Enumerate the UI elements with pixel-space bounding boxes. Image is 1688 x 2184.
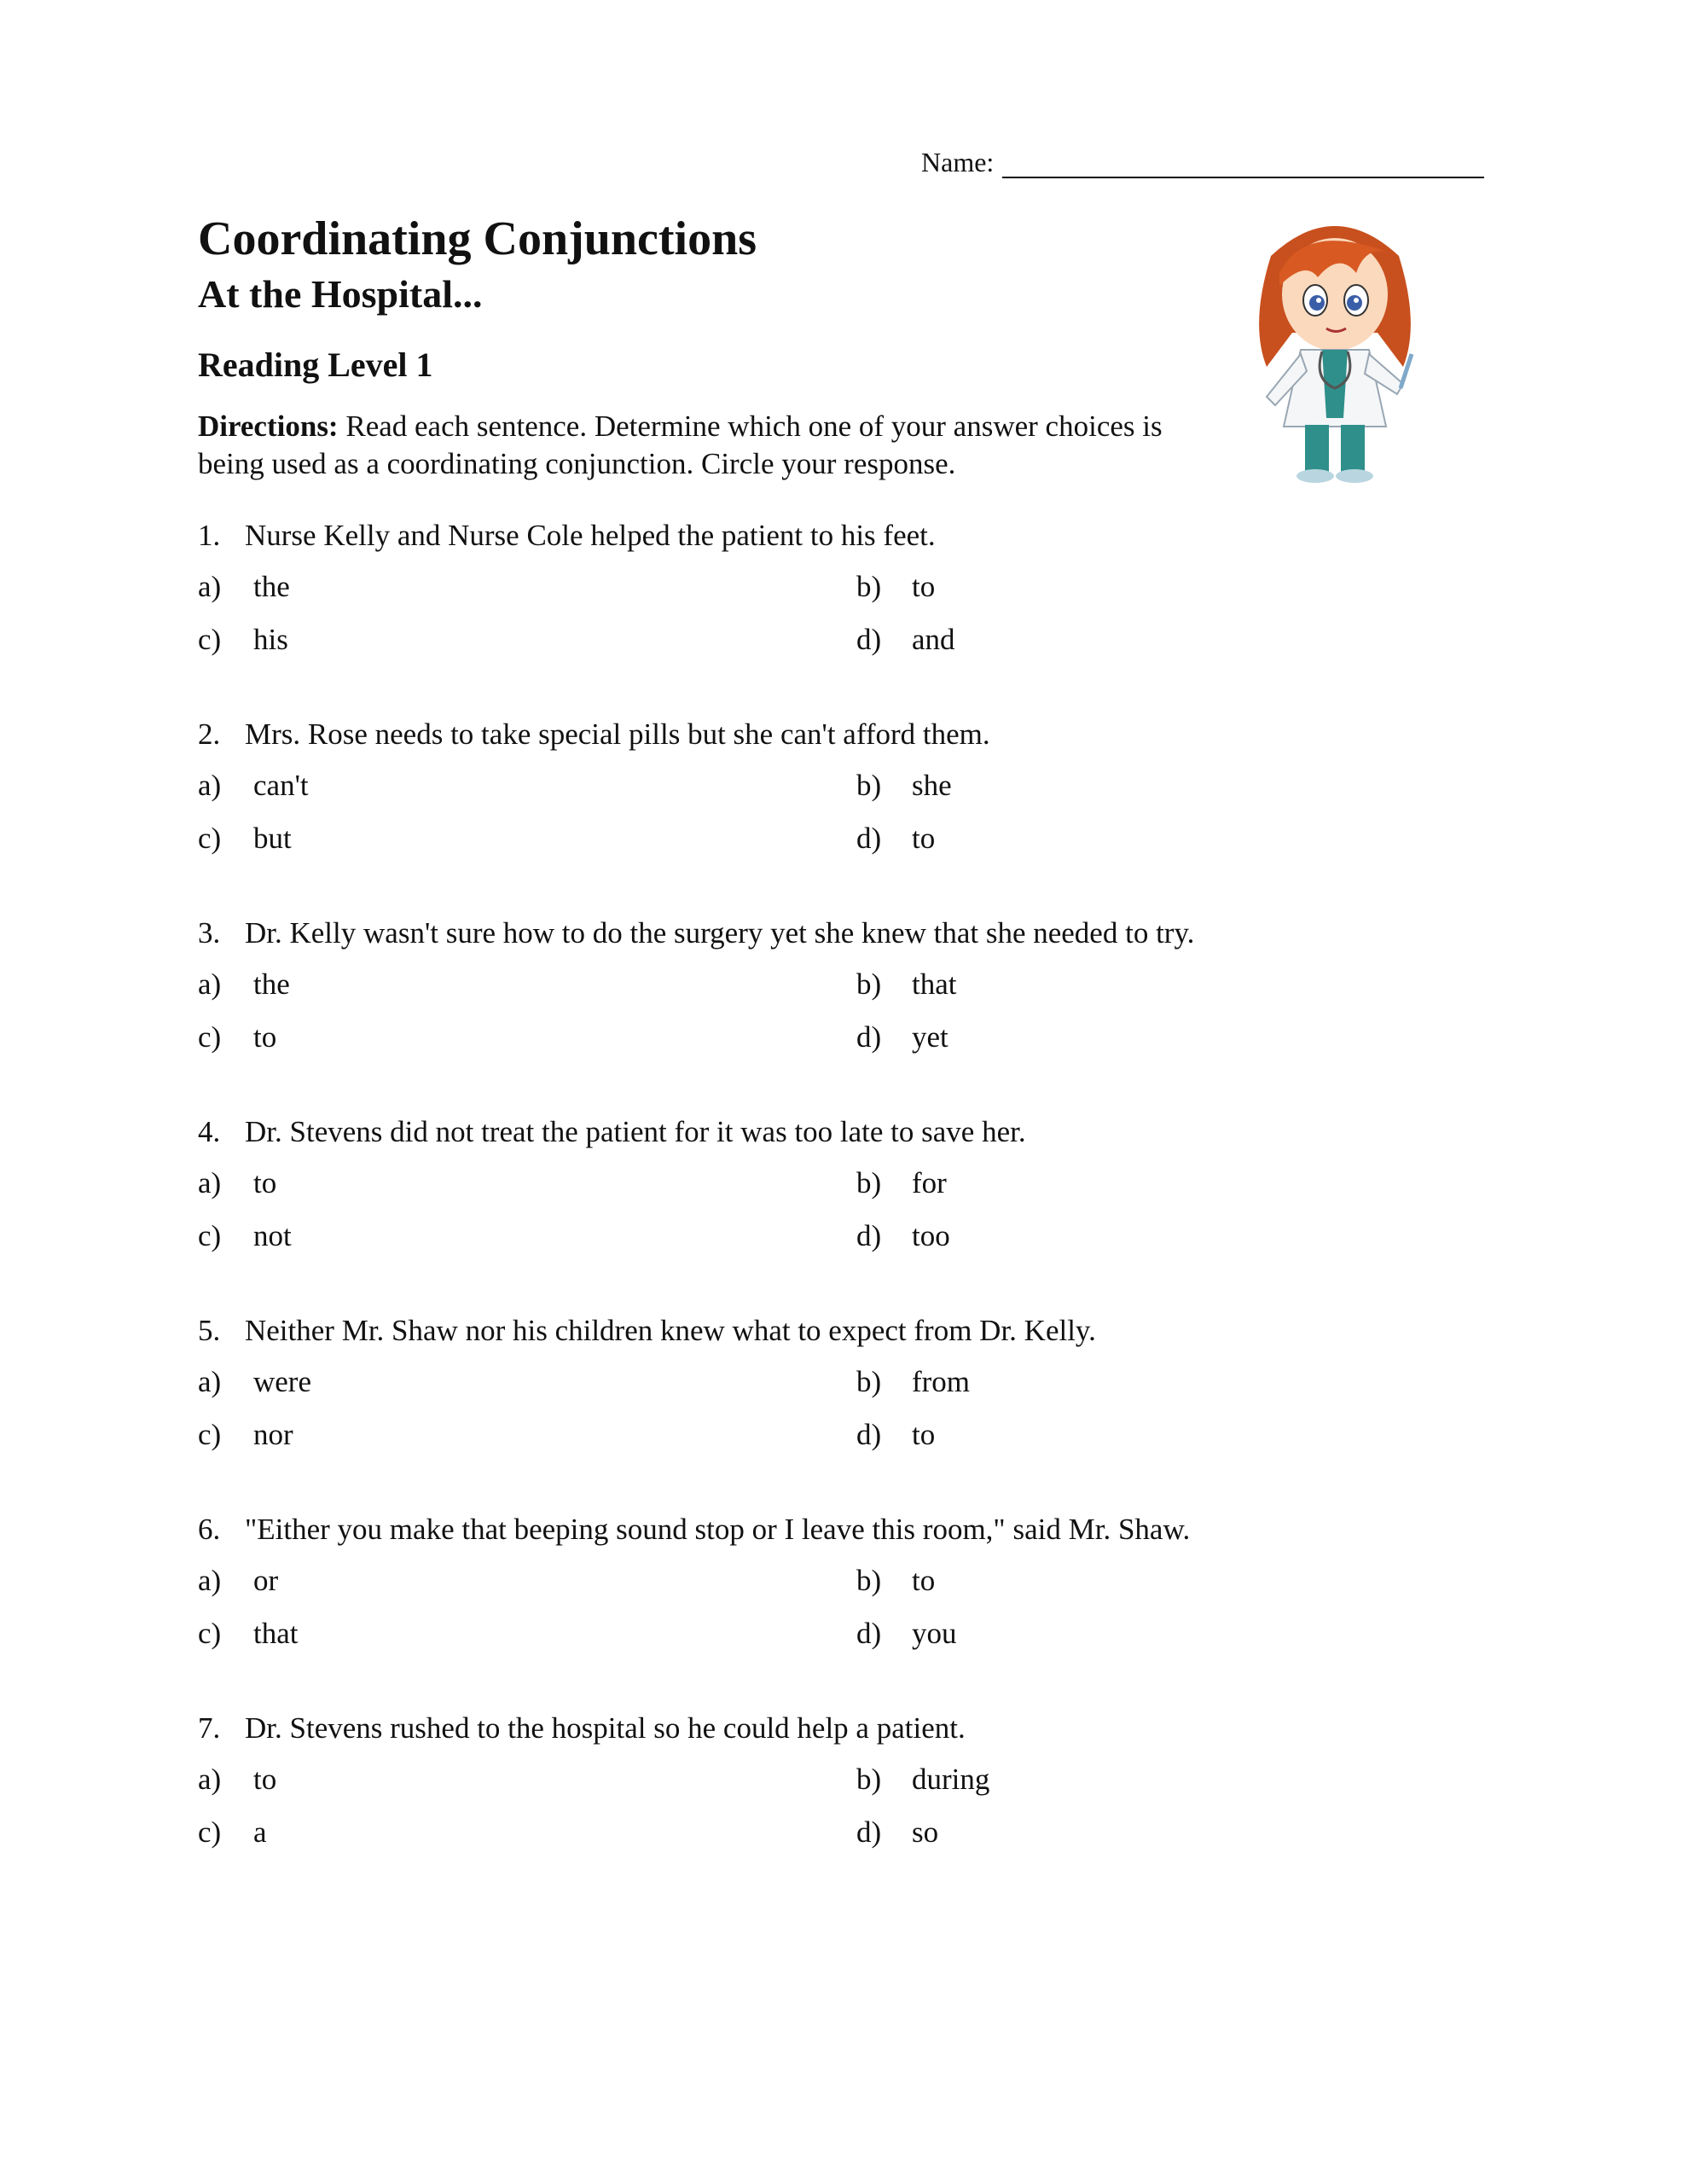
option-text: that [253,1617,299,1650]
option-letter: b) [856,570,882,603]
directions-label: Directions: [198,410,339,443]
question-number: 5. [198,1314,221,1347]
option-text: his [253,623,288,656]
answer-option[interactable] [856,822,1453,856]
option-text: not [253,1219,292,1252]
answer-option[interactable] [856,1763,1453,1797]
option-letter: b) [856,967,882,1001]
option-letter: c) [198,623,222,656]
answer-option[interactable] [198,1617,856,1651]
question-number: 3. [198,916,221,950]
name-label: Name: [921,147,995,177]
option-text: she [912,769,952,802]
answer-option[interactable] [198,1564,856,1598]
option-letter: d) [856,623,882,656]
question-5 [198,1314,1477,1513]
option-letter: d) [856,822,882,855]
option-letter: c) [198,1815,222,1849]
option-letter: b) [856,1763,882,1796]
option-letter: a) [198,1166,222,1199]
option-text: that [912,967,957,1001]
answer-choices [198,1166,1477,1253]
option-letter: c) [198,1418,222,1451]
question-sentence: Dr. Stevens did not treat the patient for it was too late to save her. [245,1115,1026,1148]
option-text: or [253,1564,279,1597]
question-sentence: Dr. Stevens rushed to the hospital so he could help a patient. [245,1711,966,1745]
question-number: 4. [198,1115,221,1148]
option-text: but [253,822,292,855]
question-6 [198,1513,1477,1711]
option-text: during [912,1763,990,1796]
option-letter: a) [198,1763,222,1796]
option-text: too [912,1219,950,1252]
question-number: 1. [198,519,221,552]
option-letter: a) [198,769,222,802]
option-text: to [253,1763,277,1796]
answer-option[interactable] [856,769,1453,803]
option-text: from [912,1365,971,1398]
question-number: 6. [198,1513,221,1546]
question-3 [198,916,1477,1115]
option-text: to [912,822,936,855]
option-letter: c) [198,1219,222,1252]
option-letter: b) [856,769,882,802]
directions [198,408,1221,483]
question-text-line [198,1314,1477,1356]
answer-option[interactable] [856,1564,1453,1598]
question-number: 2. [198,717,221,751]
option-text: can't [253,769,309,802]
reading-level: Reading Level 1 [198,346,433,384]
answer-option[interactable] [198,1219,856,1253]
answer-option[interactable] [198,1020,856,1054]
question-text-line [198,916,1477,959]
option-text: so [912,1815,939,1849]
option-letter: d) [856,1418,882,1451]
answer-option[interactable] [198,769,856,803]
question-text-line [198,1115,1477,1158]
option-text: to [253,1166,277,1199]
question-1 [198,519,1477,717]
option-text: were [253,1365,312,1398]
question-4 [198,1115,1477,1314]
option-letter: d) [856,1617,882,1650]
option-text: for [912,1166,947,1199]
option-letter: b) [856,1166,882,1199]
question-text-line [198,1711,1477,1754]
answer-option[interactable] [856,1617,1453,1651]
question-sentence: Nurse Kelly and Nurse Cole helped the patient to his feet. [245,519,936,552]
option-letter: a) [198,570,222,603]
question-sentence: Dr. Kelly wasn't sure how to do the surgery yet she knew that she needed to try. [245,916,1195,950]
option-letter: d) [856,1815,882,1849]
question-sentence: "Either you make that beeping sound stop or I leave this room," said Mr. Shaw. [245,1513,1191,1546]
option-text: to [912,570,936,603]
answer-option[interactable] [856,1166,1453,1200]
doctor-girl-illustration [1237,205,1433,486]
answer-choices [198,570,1477,657]
worksheet-title: Coordinating Conjunctions [198,212,757,265]
option-letter: d) [856,1219,882,1252]
answer-choices [198,769,1477,856]
answer-choices [198,1564,1477,1651]
option-letter: c) [198,822,222,855]
name-field[interactable] [921,147,1484,178]
answer-choices [198,967,1477,1054]
question-text-line [198,1513,1477,1555]
question-7 [198,1711,1477,1910]
answer-option[interactable] [198,570,856,604]
question-2 [198,717,1477,916]
answer-option[interactable] [856,623,1453,657]
answer-choices [198,1763,1477,1850]
question-number: 7. [198,1711,221,1745]
answer-option[interactable] [198,623,856,657]
option-text: a [253,1815,267,1849]
option-letter: c) [198,1617,222,1650]
option-text: and [912,623,955,656]
answer-option[interactable] [856,1020,1453,1054]
answer-option[interactable] [198,1166,856,1200]
answer-option[interactable] [198,1763,856,1797]
option-text: to [253,1020,277,1054]
name-underline[interactable] [1002,149,1484,178]
option-letter: a) [198,1564,222,1597]
answer-option[interactable] [198,822,856,856]
question-text-line [198,717,1477,760]
question-text-line [198,519,1477,561]
answer-choices [198,1365,1477,1452]
option-text: yet [912,1020,948,1054]
question-list [198,519,1477,1910]
answer-option[interactable] [856,1815,1453,1850]
option-text: to [912,1564,936,1597]
option-letter: c) [198,1020,222,1054]
answer-option[interactable] [856,1418,1453,1452]
worksheet-subtitle: At the Hospital... [198,272,483,316]
option-text: you [912,1617,957,1650]
option-text: the [253,570,290,603]
option-text: nor [253,1418,293,1451]
answer-option[interactable] [856,967,1453,1002]
answer-option[interactable] [856,570,1453,604]
option-letter: a) [198,1365,222,1398]
option-text: the [253,967,290,1001]
question-sentence: Mrs. Rose needs to take special pills but she can't afford them. [245,717,990,751]
option-letter: d) [856,1020,882,1054]
directions-text: Read each sentence. Determine which one of your answer choices is being used as a coordinating conjunction. Circle your response. [198,410,1163,480]
question-sentence: Neither Mr. Shaw nor his children knew what to expect from Dr. Kelly. [245,1314,1096,1347]
answer-option[interactable] [198,967,856,1002]
option-letter: b) [856,1564,882,1597]
option-text: to [912,1418,936,1451]
answer-option[interactable] [198,1815,856,1850]
answer-option[interactable] [856,1365,1453,1399]
answer-option[interactable] [198,1365,856,1399]
answer-option[interactable] [856,1219,1453,1253]
option-letter: b) [856,1365,882,1398]
answer-option[interactable] [198,1418,856,1452]
option-letter: a) [198,967,222,1001]
